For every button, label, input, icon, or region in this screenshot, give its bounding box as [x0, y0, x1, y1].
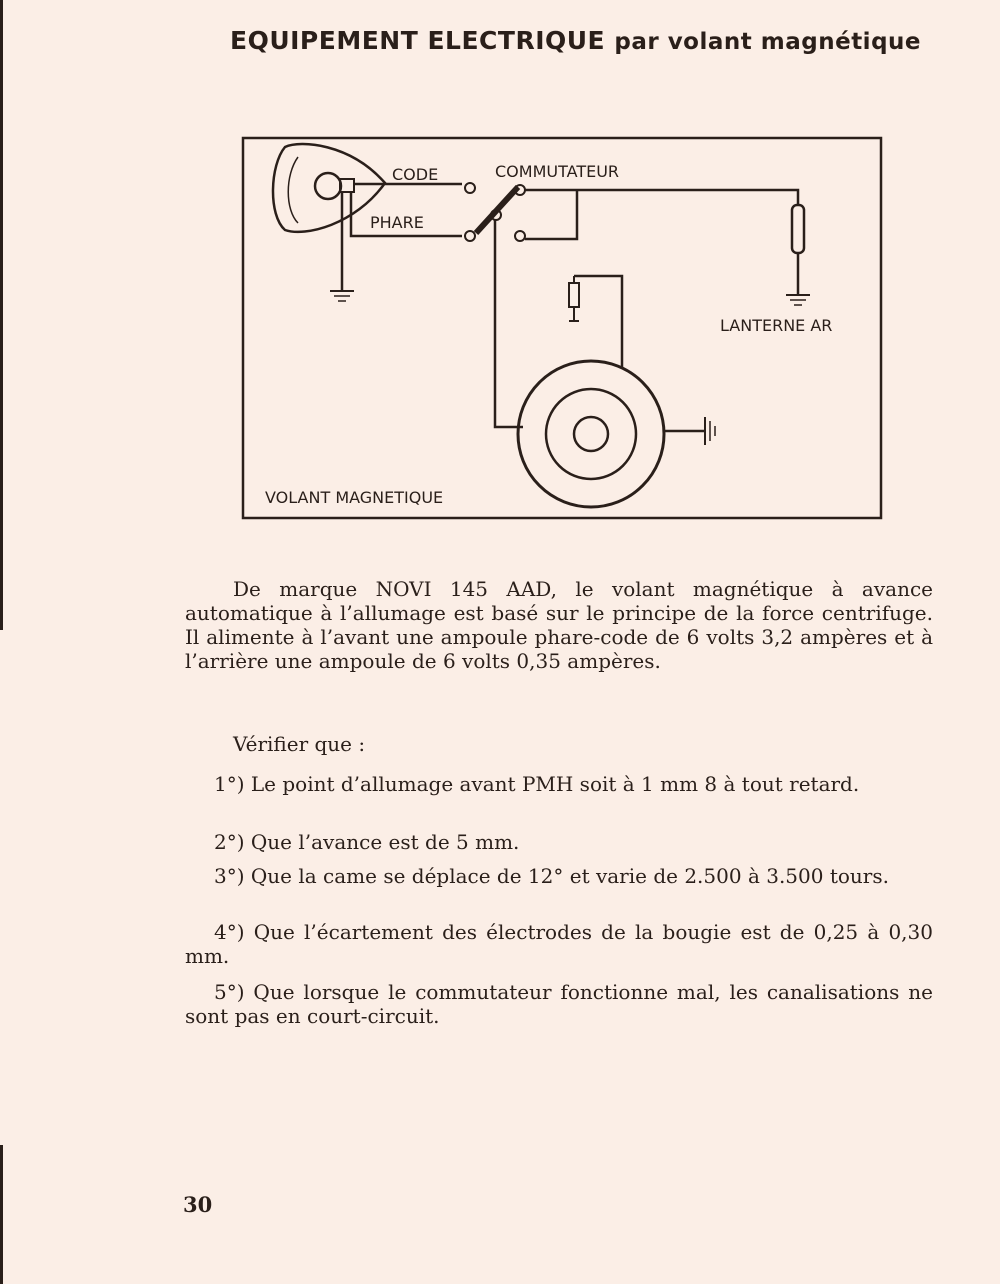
magneto-middle-ring — [546, 389, 636, 479]
label-commutateur: COMMUTATEUR — [495, 162, 620, 181]
intro-paragraph: De marque NOVI 145 AAD, le volant magnétique à avance automatique à l’allumage est basé sur le principe de la force centrifuge. Il alimente à l’avant une ampoule phare-code de 6 volts 3,2 ampères et à l’arrière une ampoule de 6 volts 0,35 ampères. — [185, 577, 933, 673]
magneto-outer-ring — [518, 361, 664, 507]
headlamp-icon — [273, 144, 385, 232]
page-edge-line — [0, 0, 3, 630]
code-terminal — [465, 183, 475, 193]
page-edge-line — [0, 1145, 3, 1284]
label-lanterne: LANTERNE AR — [720, 316, 833, 335]
phare-terminal — [465, 231, 475, 241]
check-item: 2°) Que l’avance est de 5 mm. — [214, 830, 520, 854]
tail-lamp-icon — [792, 205, 804, 253]
wiring-diagram — [240, 135, 885, 522]
page-title-suffix: par volant magnétique — [614, 29, 922, 55]
check-item: 1°) Le point d’allumage avant PMH soit à 1 mm 8 à tout retard. — [214, 772, 860, 796]
label-volant: VOLANT MAGNETIQUE — [265, 488, 444, 507]
page-title — [230, 26, 930, 55]
check-item: 5°) Que lorsque le commutateur fonctionne mal, les canalisations ne sont pas en court-circuit. — [185, 980, 933, 1028]
page-title-main: EQUIPEMENT ELECTRIQUE — [230, 26, 606, 55]
spark-plug-icon — [569, 283, 579, 307]
label-phare: PHARE — [370, 213, 424, 232]
check-item: 3°) Que la came se déplace de 12° et varie de 2.500 à 3.500 tours. — [214, 864, 889, 888]
label-code: CODE — [392, 165, 439, 184]
check-item: 4°) Que l’écartement des électrodes de la bougie est de 0,25 à 0,30 mm. — [185, 920, 933, 968]
switch-bottom-terminal — [515, 231, 525, 241]
page-number: 30 — [183, 1192, 213, 1217]
verify-heading: Vérifier que : — [233, 732, 366, 756]
headlamp-bulb-icon — [315, 173, 341, 199]
magneto-inner-ring — [574, 417, 608, 451]
